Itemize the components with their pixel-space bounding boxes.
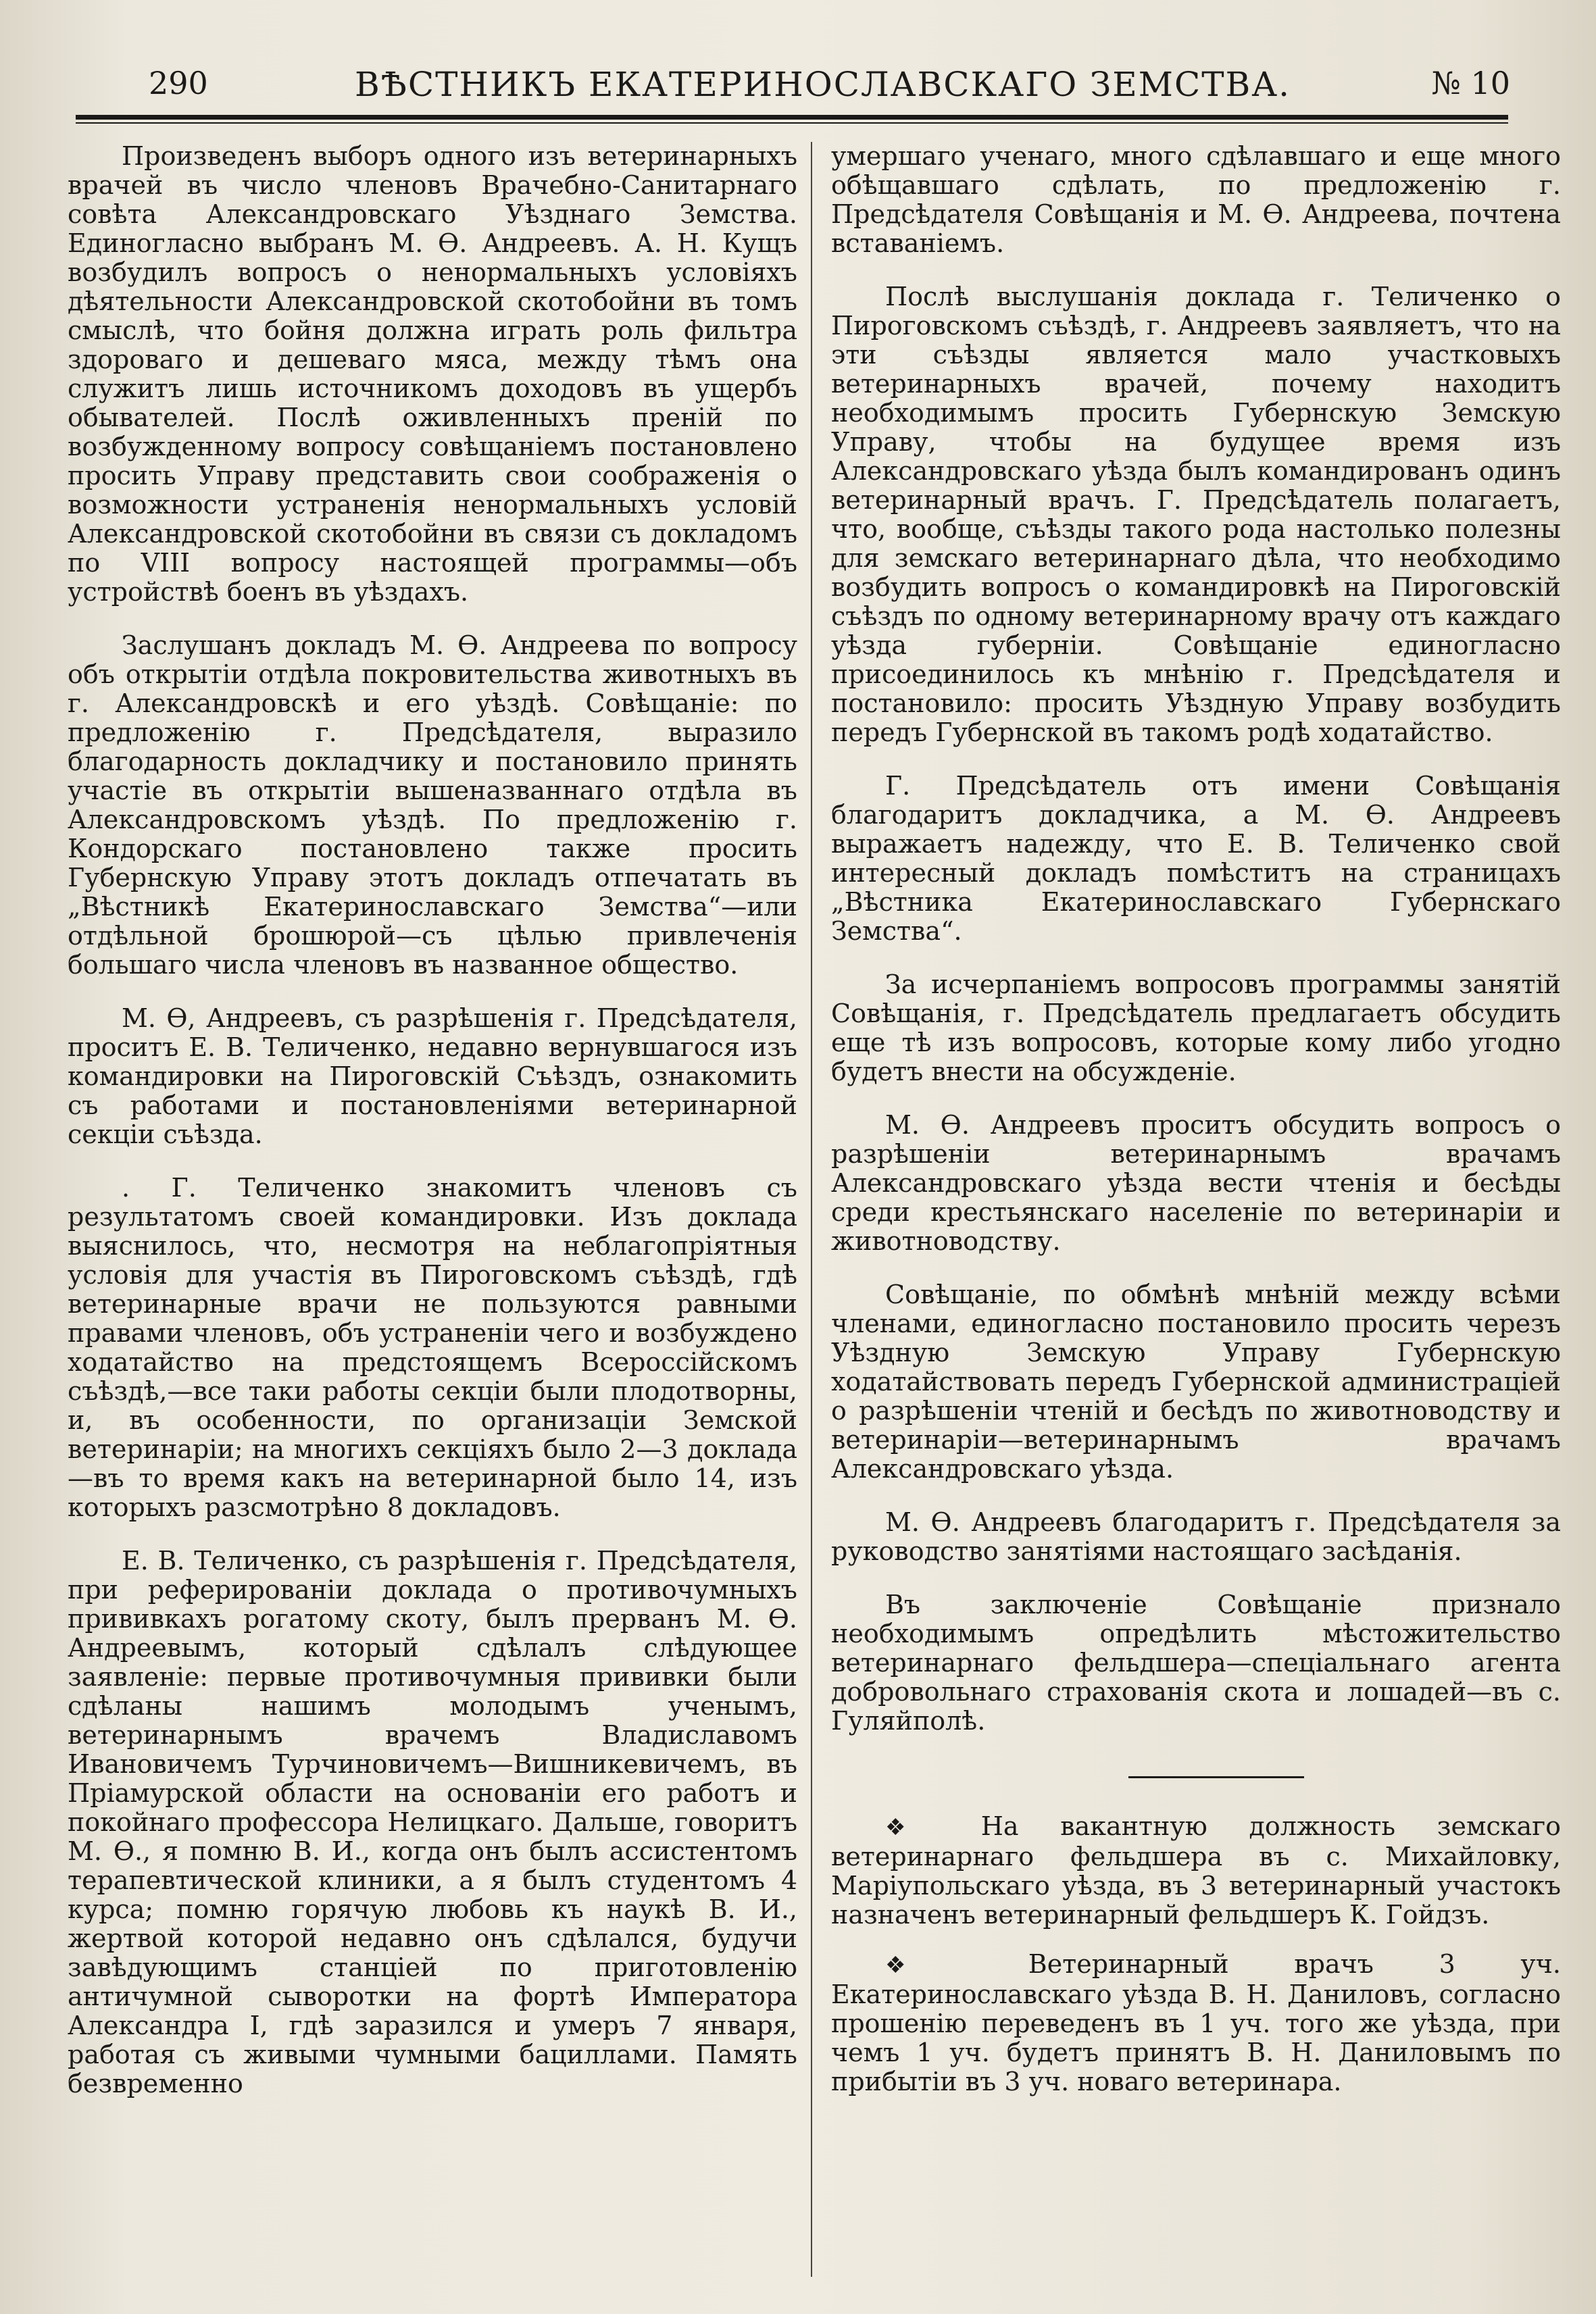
paragraph: Заслушанъ докладъ М. Ѳ. Андреева по вопросу объ открытіи отдѣла покровительства животныхъ въ г. Александровскѣ и его уѣздѣ. Совѣщаніе: по предложенію г. Предсѣдателя, выразило благодарность докладчику и постановило принять участіе въ открытіи вышеназваннаго отдѣла въ Александровскомъ уѣздѣ. По предложенію г. Кондорскаго постановлено также просить Губернскую Управу этотъ докладъ отпечатать въ „Вѣстникѣ Екатеринославскаго Земства“—или отдѣльной брошюрой—съ цѣлью привлеченія большаго числа членовъ въ названное общество. xyxy=(68,630,797,980)
issue-number: № 10 xyxy=(1431,65,1510,101)
paragraph: Произведенъ выборъ одного изъ ветеринарныхъ врачей въ число членовъ Врачебно-Санитарнаго совѣта Александровскаго Уѣзднаго Земства. Единогласно выбранъ М. Ѳ. Андреевъ. А. Н. Кущъ возбудилъ вопросъ о ненормальныхъ условіяхъ дѣятельности Александровской скотобойни въ томъ смыслѣ, что бойня должна играть роль фильтра здороваго и дешеваго мяса, между тѣмъ она служитъ лишь источникомъ доходовъ въ ущербъ обывателей. Послѣ оживленныхъ преній по возбужденному вопросу совѣщаніемъ постановлено просить Управу представить свои соображенія о возможности устраненія ненормальныхъ условій Александровской скотобойни въ связи съ докладомъ по VIII вопросу настоящей программы—объ устройствѣ боенъ въ уѣздахъ. xyxy=(68,141,797,607)
paragraph: За исчерпаніемъ вопросовъ программы занятій Совѣщанія, г. Предсѣдатель предлагаетъ обсудить еще тѣ изъ вопросовъ, которые кому либо угодно будетъ внести на обсужденіе. xyxy=(831,970,1561,1086)
journal-title: ВѢСТНИКЪ ЕКАТЕРИНОСЛАВСКАГО ЗЕМСТВА. xyxy=(355,65,1291,104)
paragraph: Г. Предсѣдатель отъ имени Совѣщанія благодаритъ докладчика, а М. Ѳ. Андреевъ выражаетъ надежду, что Е. В. Теличенко свой интересный докладъ помѣститъ на страницахъ „Вѣстника Екатеринославскаго Губернскаго Земства“. xyxy=(831,771,1561,946)
header-rule-thick xyxy=(76,115,1508,120)
section-separator xyxy=(1128,1776,1304,1778)
notice-item xyxy=(831,1812,1561,1930)
page-number: 290 xyxy=(149,65,208,101)
header-rule-thin xyxy=(76,122,1508,124)
column-divider xyxy=(811,142,812,2277)
notice-text: Ветеринарный врачъ 3 уч. Екатеринославскаго уѣзда В. Н. Даниловъ, согласно прошенію переведенъ въ 1 уч. того же уѣзда, при чемъ 1 уч. будетъ принятъ В. Н. Даниловымъ по прибытіи въ 3 уч. новаго ветеринара. xyxy=(831,1949,1561,2096)
paragraph: М. Ѳ. Андреевъ благодаритъ г. Предсѣдателя за руководство занятіями настоящаго засѣданія. xyxy=(831,1507,1561,1566)
paragraph: Совѣщаніе, по обмѣнѣ мнѣній между всѣми членами, единогласно постановило просить черезъ Уѣздную Земскую Управу Губернскую ходатайствовать передъ Губернской администраціей о разрѣшеніи чтеній и бесѣдъ по животноводству и ветеринаріи—ветеринарнымъ врачамъ Александровскаго уѣзда. xyxy=(831,1280,1561,1484)
notice-item xyxy=(831,1950,1561,2096)
notice-text: На вакантную должность земскаго ветеринарнаго фельдшера въ с. Михайловку, Маріупольскаго уѣзда, въ 3 ветеринарный участокъ назначенъ ветеринарный фельдшеръ К. Гойдзъ. xyxy=(831,1811,1562,1930)
paragraph: М. Ѳ. Андреевъ проситъ обсудить вопросъ о разрѣшеніи ветеринарнымъ врачамъ Александровскаго уѣзда вести чтенія и бесѣды среди крестьянскаго населеніе по ветеринаріи и животноводству. xyxy=(831,1110,1561,1256)
diamond-bullet-icon: ❖ xyxy=(885,1952,964,1979)
paragraph: М. Ѳ, Андреевъ, съ разрѣшенія г. Предсѣдателя, проситъ Е. В. Теличенко, недавно вернувшагося изъ командировки на Пироговскій Съѣздъ, ознакомить съ работами и постановленіями ветеринарной секціи съѣзда. xyxy=(68,1003,797,1149)
right-column xyxy=(831,142,1561,2117)
paragraph: Послѣ выслушанія доклада г. Теличенко о Пироговскомъ съѣздѣ, г. Андреевъ заявляетъ, что на эти съѣзды является мало участковыхъ ветеринарныхъ врачей, почему находитъ необходимымъ просить Губернскую Земскую Управу, чтобы на будущее время изъ Александровскаго уѣзда былъ командированъ одинъ ветеринарный врачъ. Г. Предсѣдатель полагаетъ, что, вообще, съѣзды такого рода настолько полезны для земскаго ветеринарнаго дѣла, что необходимо возбудить вопросъ о командировкѣ на Пироговскій съѣздъ по одному ветеринарному врачу отъ каждаго уѣзда губерніи. Совѣщаніе единогласно присоединилось къ мнѣнію г. Предсѣдателя и постановило: просить Уѣздную Управу возбудить передъ Губернской въ такомъ родѣ ходатайство. xyxy=(831,282,1561,747)
paragraph: умершаго ученаго, много сдѣлавшаго и еще много обѣщавшаго сдѣлать, по предложенію г. Предсѣдателя Совѣщанія и М. Ѳ. Андреева, почтена вставаніемъ. xyxy=(831,141,1561,258)
paragraph: Е. В. Теличенко, съ разрѣшенія г. Предсѣдателя, при реферированіи доклада о противочумныхъ прививкахъ рогатому скоту, былъ прерванъ М. Ѳ. Андреевымъ, который сдѣлалъ слѣдующее заявленіе: первые противочумныя прививки были сдѣланы нашимъ молодымъ ученымъ, ветеринарнымъ врачемъ Владиславомъ Ивановичемъ Турчиновичемъ—Вишникевичемъ, въ Пріамурской области на основаніи его работъ и покойнаго профессора Нелицкаго. Дальше, говоритъ М. Ѳ., я помню В. И., когда онъ былъ ассистентомъ терапевтической клиники, а я былъ студентомъ 4 курса; помню горячую любовь къ наукѣ В. И., жертвой которой недавно онъ сдѣлался, будучи завѣдующимъ станціей по приготовленію античумной сыворотки на фортѣ Императора Александра I, гдѣ заразился и умеръ 7 января, работая съ живыми чумными бациллами. Память безвременно xyxy=(68,1546,797,2098)
paragraph: Въ заключеніе Совѣщаніе признало необходимымъ опредѣлить мѣстожительство ветеринарнаго фельдшера—спеціальнаго агента добровольнаго страхованія скота и лошадей—въ с. Гуляйполѣ. xyxy=(831,1590,1561,1736)
left-column xyxy=(68,142,797,2123)
page-header xyxy=(78,59,1510,114)
paragraph: . Г. Теличенко знакомитъ членовъ съ результатомъ своей командировки. Изъ доклада выяснилось, что, несмотря на неблагопріятныя условія для участія въ Пироговскомъ съѣздѣ, гдѣ ветеринарные врачи не пользуются равными правами членовъ, объ устраненіи чего и возбуждено ходатайство на предстоящемъ Всероссійскомъ съѣздѣ,—все таки работы секціи были плодотворны, и, въ особенности, по организаціи Земской ветеринаріи; на многихъ секціяхъ было 2—3 доклада —въ то время какъ на ветеринарной было 14, изъ которыхъ разсмотрѣно 8 докладовъ. xyxy=(68,1173,797,1522)
diamond-bullet-icon: ❖ xyxy=(885,1814,940,1841)
